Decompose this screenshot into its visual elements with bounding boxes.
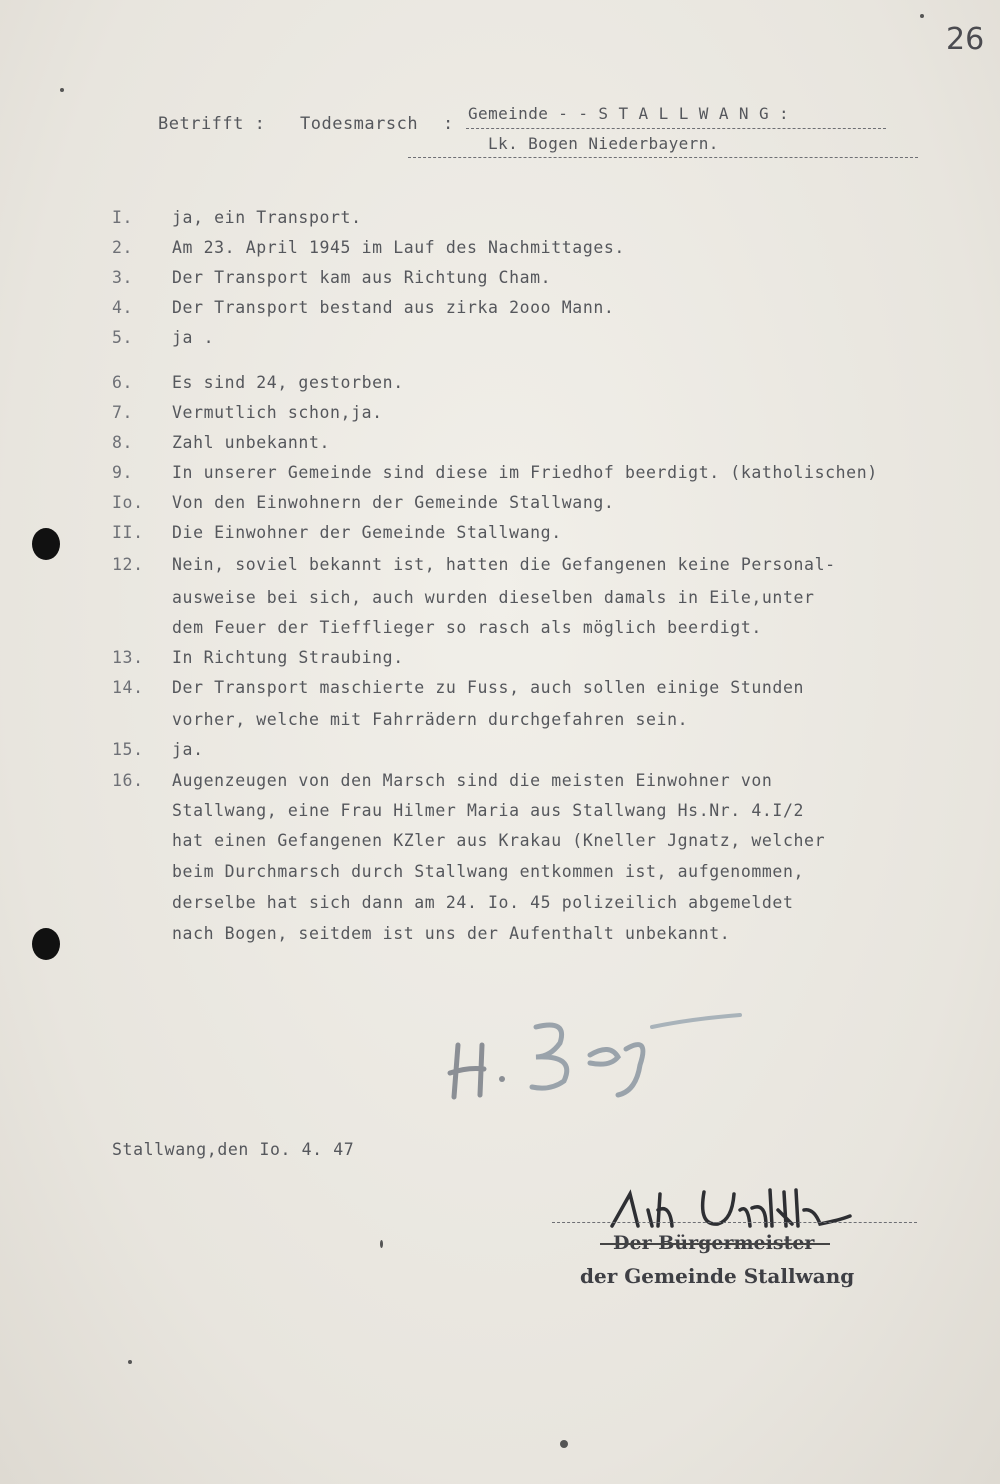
subject-underline-1 — [466, 128, 886, 129]
answer-text: In unserer Gemeinde sind diese im Friedhof beerdigt. (katholischen) — [172, 463, 878, 482]
answer-text: vorher, welche mit Fahrrädern durchgefahren sein. — [172, 710, 689, 729]
binder-hole-bottom — [32, 928, 60, 960]
paper-speck — [560, 1440, 568, 1448]
answer-text: derselbe hat sich dann am 24. Io. 45 polizeilich abgemeldet — [172, 893, 794, 912]
municipality-line: Gemeinde - - S T A L L W A N G : — [468, 104, 790, 123]
subject-topic: Todesmarsch — [300, 114, 419, 134]
answer-number: 5. — [112, 328, 134, 347]
paper-speck — [380, 1240, 383, 1248]
answer-text: Der Transport maschierte zu Fuss, auch sollen einige Stunden — [172, 678, 805, 697]
answer-number: II. — [112, 523, 144, 542]
mayor-handwritten-signature — [600, 1180, 870, 1240]
answer-number: 4. — [112, 298, 134, 317]
answer-text: Der Transport bestand aus zirka 2ooo Mann. — [172, 298, 615, 317]
mayor-stamp-title: Der Bürgermeister — [613, 1232, 815, 1254]
answer-text: ja . — [172, 328, 215, 347]
signature-line — [552, 1222, 917, 1223]
answer-number: 14. — [112, 678, 144, 697]
answer-text: ja. — [172, 740, 204, 759]
answer-text: hat einen Gefangenen KZler aus Krakau (Kneller Jgnatz, welcher — [172, 831, 826, 850]
answer-text: In Richtung Straubing. — [172, 648, 404, 667]
answer-text: beim Durchmarsch durch Stallwang entkommen ist, aufgenommen, — [172, 862, 805, 881]
answer-number: 6. — [112, 373, 134, 392]
answer-text: dem Feuer der Tiefflieger so rasch als möglich beerdigt. — [172, 618, 762, 637]
paper-speck — [920, 14, 924, 18]
answer-text: Vermutlich schon,ja. — [172, 403, 383, 422]
answer-text: ausweise bei sich, auch wurden dieselben damals in Eile,unter — [172, 588, 815, 607]
answer-text: Zahl unbekannt. — [172, 433, 331, 452]
answer-text: Der Transport kam aus Richtung Cham. — [172, 268, 552, 287]
answer-text: Die Einwohner der Gemeinde Stallwang. — [172, 523, 562, 542]
answer-text: ja, ein Transport. — [172, 208, 362, 227]
subject-colon: : — [443, 114, 454, 134]
answer-number: Io. — [112, 493, 144, 512]
municipality-stamp-name: der Gemeinde Stallwang — [580, 1264, 855, 1288]
answer-number: 3. — [112, 268, 134, 287]
answer-text: Stallwang, eine Frau Hilmer Maria aus Stallwang Hs.Nr. 4.I/2 — [172, 801, 805, 820]
place-and-date: Stallwang,den Io. 4. 47 — [112, 1140, 355, 1159]
answer-number: 7. — [112, 403, 134, 422]
answer-text: Am 23. April 1945 im Lauf des Nachmittages. — [172, 238, 625, 257]
answer-text: nach Bogen, seitdem ist uns der Aufenthalt unbekannt. — [172, 924, 731, 943]
answer-number: 12. — [112, 555, 144, 574]
answer-text: Es sind 24, gestorben. — [172, 373, 404, 392]
answer-number: 15. — [112, 740, 144, 759]
answer-text: Augenzeugen von den Marsch sind die meisten Einwohner von — [172, 771, 773, 790]
answer-number: 2. — [112, 238, 134, 257]
paper-speck — [60, 88, 64, 92]
answer-number: 13. — [112, 648, 144, 667]
district-line: Lk. Bogen Niederbayern. — [488, 134, 719, 153]
paper-speck — [128, 1360, 132, 1364]
answer-number: 9. — [112, 463, 134, 482]
page-number: 26 — [946, 22, 985, 57]
answer-number: I. — [112, 208, 134, 227]
subject-label: Betrifft : — [158, 114, 266, 134]
answer-text: Von den Einwohnern der Gemeinde Stallwang. — [172, 493, 615, 512]
stamp-strikethrough — [600, 1243, 830, 1245]
binder-hole-top — [32, 528, 60, 560]
answer-number: 16. — [112, 771, 144, 790]
handwritten-initials-signature — [440, 1005, 760, 1105]
answer-text: Nein, soviel bekannt ist, hatten die Gefangenen keine Personal- — [172, 555, 836, 574]
answer-number: 8. — [112, 433, 134, 452]
subject-underline-2 — [408, 157, 918, 158]
